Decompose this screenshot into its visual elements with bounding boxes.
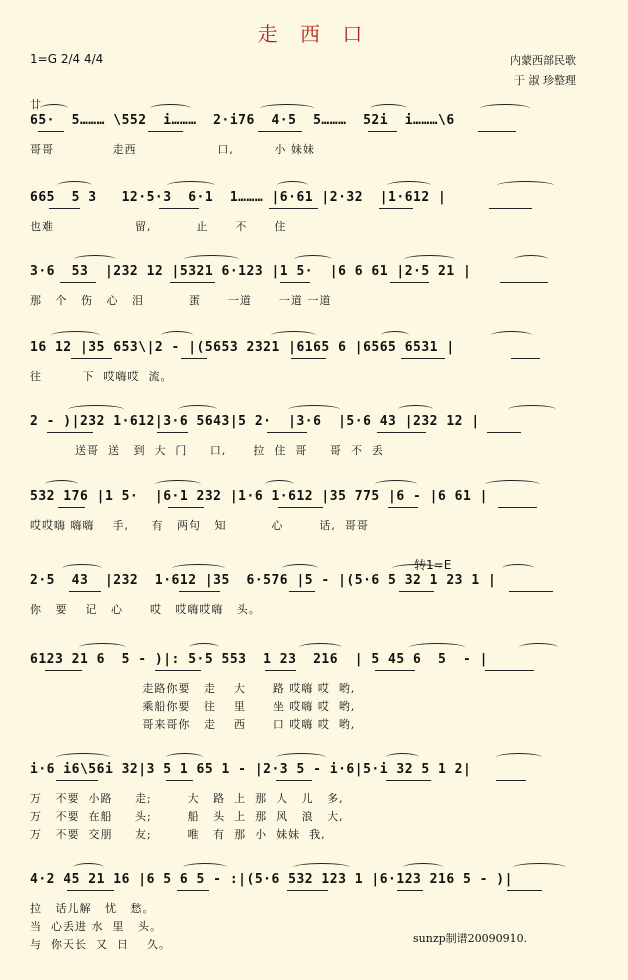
- beam-underline: [168, 507, 204, 508]
- slur-mark: [183, 863, 227, 872]
- slur-mark: [386, 753, 419, 762]
- song-arranger: 于 淑 珍整理: [514, 74, 576, 87]
- notation-line: 6123 21 6 5 - )|: 5·5 553 1 23 216 | 5 45 6 5 - |: [30, 652, 488, 667]
- slur-mark: [73, 863, 104, 872]
- beam-underline: [276, 780, 312, 781]
- beam-underline: [71, 358, 112, 359]
- beam-underline: [489, 208, 532, 209]
- notation-line: 532 176 |1 5· |6·1 232 |1·6 1·612 |35 775 |6 - |6 61 |: [30, 489, 488, 504]
- lyric-line: 你 要 记 心 哎 哎嗨哎嗨 头。: [30, 603, 261, 616]
- slur-mark: [155, 480, 201, 489]
- beam-underline: [485, 670, 534, 671]
- slur-mark: [403, 863, 443, 872]
- slur-mark: [502, 564, 534, 573]
- slur-mark: [491, 331, 532, 340]
- lyric-line: 当 心丢进 水 里 头。: [30, 920, 162, 933]
- slur-mark: [57, 181, 92, 190]
- transpose-mark: 转1=E: [414, 558, 452, 572]
- beam-underline: [478, 131, 516, 132]
- slur-mark: [293, 863, 350, 872]
- notation-line: i·6 i6\56i 32|3 5 1 65 1 - |2·3 5 - i·6|5·i 32 5 1 2|: [30, 762, 472, 777]
- notation-line: 65· 5……… \552 i……… 2·i76 4·5 5……… 52i i………\6: [30, 113, 455, 128]
- beam-underline: [399, 591, 434, 592]
- notation-line: 3·6 53 |232 12 |5321 6·123 |1 5· |6 6 61 |2·5 21 |: [30, 264, 472, 279]
- beam-underline: [49, 208, 80, 209]
- beam-underline: [278, 507, 323, 508]
- slur-mark: [508, 405, 556, 414]
- slur-mark: [409, 643, 465, 652]
- lyric-line: 万 不要 在船 头; 船 头 上 那 风 浪 大,: [30, 810, 344, 823]
- slur-mark: [514, 255, 548, 264]
- notation-line: 2 - )|232 1·612|3·6 5643|5 2· |3·6 |5·6 43 |232 12 |: [30, 414, 480, 429]
- lyric-line: 也难 留, 止 不 住: [30, 220, 287, 233]
- slur-mark: [265, 480, 294, 489]
- slur-mark: [398, 405, 433, 414]
- beam-underline: [401, 358, 445, 359]
- slur-mark: [166, 753, 203, 762]
- beam-underline: [69, 591, 101, 592]
- lyric-line: 哥来哥你 走 西 口 哎嗨 哎 哟,: [30, 718, 356, 731]
- beam-underline: [181, 358, 207, 359]
- lyric-line: 那 个 伤 心 泪 蛋 一道 一道 一道: [30, 294, 332, 307]
- slur-mark: [184, 255, 239, 264]
- beam-underline: [377, 432, 426, 433]
- beam-underline: [388, 507, 418, 508]
- beam-underline: [379, 208, 413, 209]
- lyric-line: 往 下 哎嗨哎 流。: [30, 370, 173, 383]
- beam-underline: [390, 282, 429, 283]
- beam-underline: [58, 507, 85, 508]
- notation-line: 4·2 45 21 16 |6 5 6 5 - :|(5·6 532 123 1 |6·123 216 5 - )|: [30, 872, 513, 887]
- beam-underline: [177, 890, 209, 891]
- beam-underline: [56, 780, 98, 781]
- beam-underline: [38, 131, 64, 132]
- lyric-line: 走路你要 走 大 路 哎嗨 哎 哟,: [30, 682, 356, 695]
- slur-mark: [260, 104, 314, 113]
- slur-mark: [68, 405, 124, 414]
- beam-underline: [60, 282, 96, 283]
- beam-underline: [386, 780, 431, 781]
- slur-mark: [387, 181, 431, 190]
- slur-mark: [167, 181, 215, 190]
- slur-mark: [288, 405, 340, 414]
- beam-underline: [289, 591, 315, 592]
- tempo-mark: 廿: [30, 98, 41, 111]
- beam-underline: [498, 507, 537, 508]
- slur-mark: [51, 331, 100, 340]
- slur-mark: [497, 181, 554, 190]
- slur-mark: [392, 564, 441, 573]
- slur-mark: [496, 753, 542, 762]
- song-source: 内蒙西部民歌: [510, 54, 576, 67]
- beam-underline: [509, 591, 553, 592]
- slur-mark: [513, 863, 566, 872]
- beam-underline: [507, 890, 542, 891]
- beam-underline: [179, 591, 220, 592]
- notation-line: 16 12 |35 653\|2 - |(5653 2321 |6165 6 |6565 6531 |: [30, 340, 455, 355]
- slur-mark: [276, 753, 326, 762]
- notation-line: 2·5 43 |232 1·612 |35 6·576 |5 - |(5·6 5 32 1 23 1 |: [30, 573, 497, 588]
- slur-mark: [271, 331, 316, 340]
- slur-mark: [485, 480, 540, 489]
- beam-underline: [267, 432, 307, 433]
- slur-mark: [404, 255, 455, 264]
- beam-underline: [258, 131, 302, 132]
- lyric-line: 万 不要 交朋 友; 唯 有 那 小 妹妹 我,: [30, 828, 326, 841]
- lyric-line: 哥哥 走西 口, 小 妹妹: [30, 143, 315, 156]
- slur-mark: [62, 564, 102, 573]
- beam-underline: [166, 780, 193, 781]
- beam-underline: [45, 670, 82, 671]
- slur-mark: [519, 643, 558, 652]
- beam-underline: [397, 890, 423, 891]
- beam-underline: [487, 432, 521, 433]
- slur-mark: [40, 104, 68, 113]
- beam-underline: [375, 670, 415, 671]
- lyric-line: 万 不要 小路 走; 大 路 上 那 人 儿 多,: [30, 792, 344, 805]
- beam-underline: [269, 208, 318, 209]
- beam-underline: [159, 208, 199, 209]
- slur-mark: [299, 643, 342, 652]
- slur-mark: [375, 480, 417, 489]
- beam-underline: [291, 358, 326, 359]
- beam-underline: [496, 780, 526, 781]
- slur-mark: [282, 564, 318, 573]
- slur-mark: [150, 104, 191, 113]
- lyric-line: 哎哎嗨 嗨嗨 手, 有 两句 知 心 话, 哥哥: [30, 519, 369, 532]
- beam-underline: [500, 282, 548, 283]
- lyric-line: 送哥 送 到 大 门 口, 拉 住 哥 哥 不 丢: [30, 444, 384, 457]
- song-title: 走 西 口: [257, 22, 371, 46]
- notation-line: 665 5 3 12·5·3 6·1 1……… |6·61 |2·32 |1·612 |: [30, 190, 447, 205]
- slur-mark: [172, 564, 225, 573]
- slur-mark: [74, 255, 116, 264]
- beam-underline: [511, 358, 540, 359]
- slur-mark: [161, 331, 193, 340]
- beam-underline: [265, 670, 296, 671]
- beam-underline: [157, 432, 188, 433]
- beam-underline: [47, 432, 93, 433]
- time-signature: 2/4 4/4: [60, 52, 104, 66]
- slur-mark: [189, 643, 219, 652]
- key-signature: 1=G: [30, 52, 57, 66]
- slur-mark: [79, 643, 126, 652]
- lyric-line: 拉 话儿解 忧 愁。: [30, 902, 155, 915]
- slur-mark: [178, 405, 217, 414]
- beam-underline: [287, 890, 328, 891]
- credit-text: sunzp制谱20090910.: [413, 932, 528, 945]
- slur-mark: [277, 181, 308, 190]
- beam-underline: [155, 670, 201, 671]
- beam-underline: [280, 282, 310, 283]
- beam-underline: [67, 890, 114, 891]
- slur-mark: [381, 331, 409, 340]
- key-time-signature: [30, 52, 103, 66]
- slur-mark: [294, 255, 332, 264]
- slur-mark: [45, 480, 78, 489]
- lyric-line: 乘船你要 往 里 坐 哎嗨 哎 哟,: [30, 700, 356, 713]
- beam-underline: [170, 282, 215, 283]
- slur-mark: [56, 753, 110, 762]
- slur-mark: [370, 104, 407, 113]
- lyric-line: 与 你天长 又 日 久。: [30, 938, 171, 951]
- beam-underline: [148, 131, 183, 132]
- slur-mark: [480, 104, 530, 113]
- beam-underline: [368, 131, 397, 132]
